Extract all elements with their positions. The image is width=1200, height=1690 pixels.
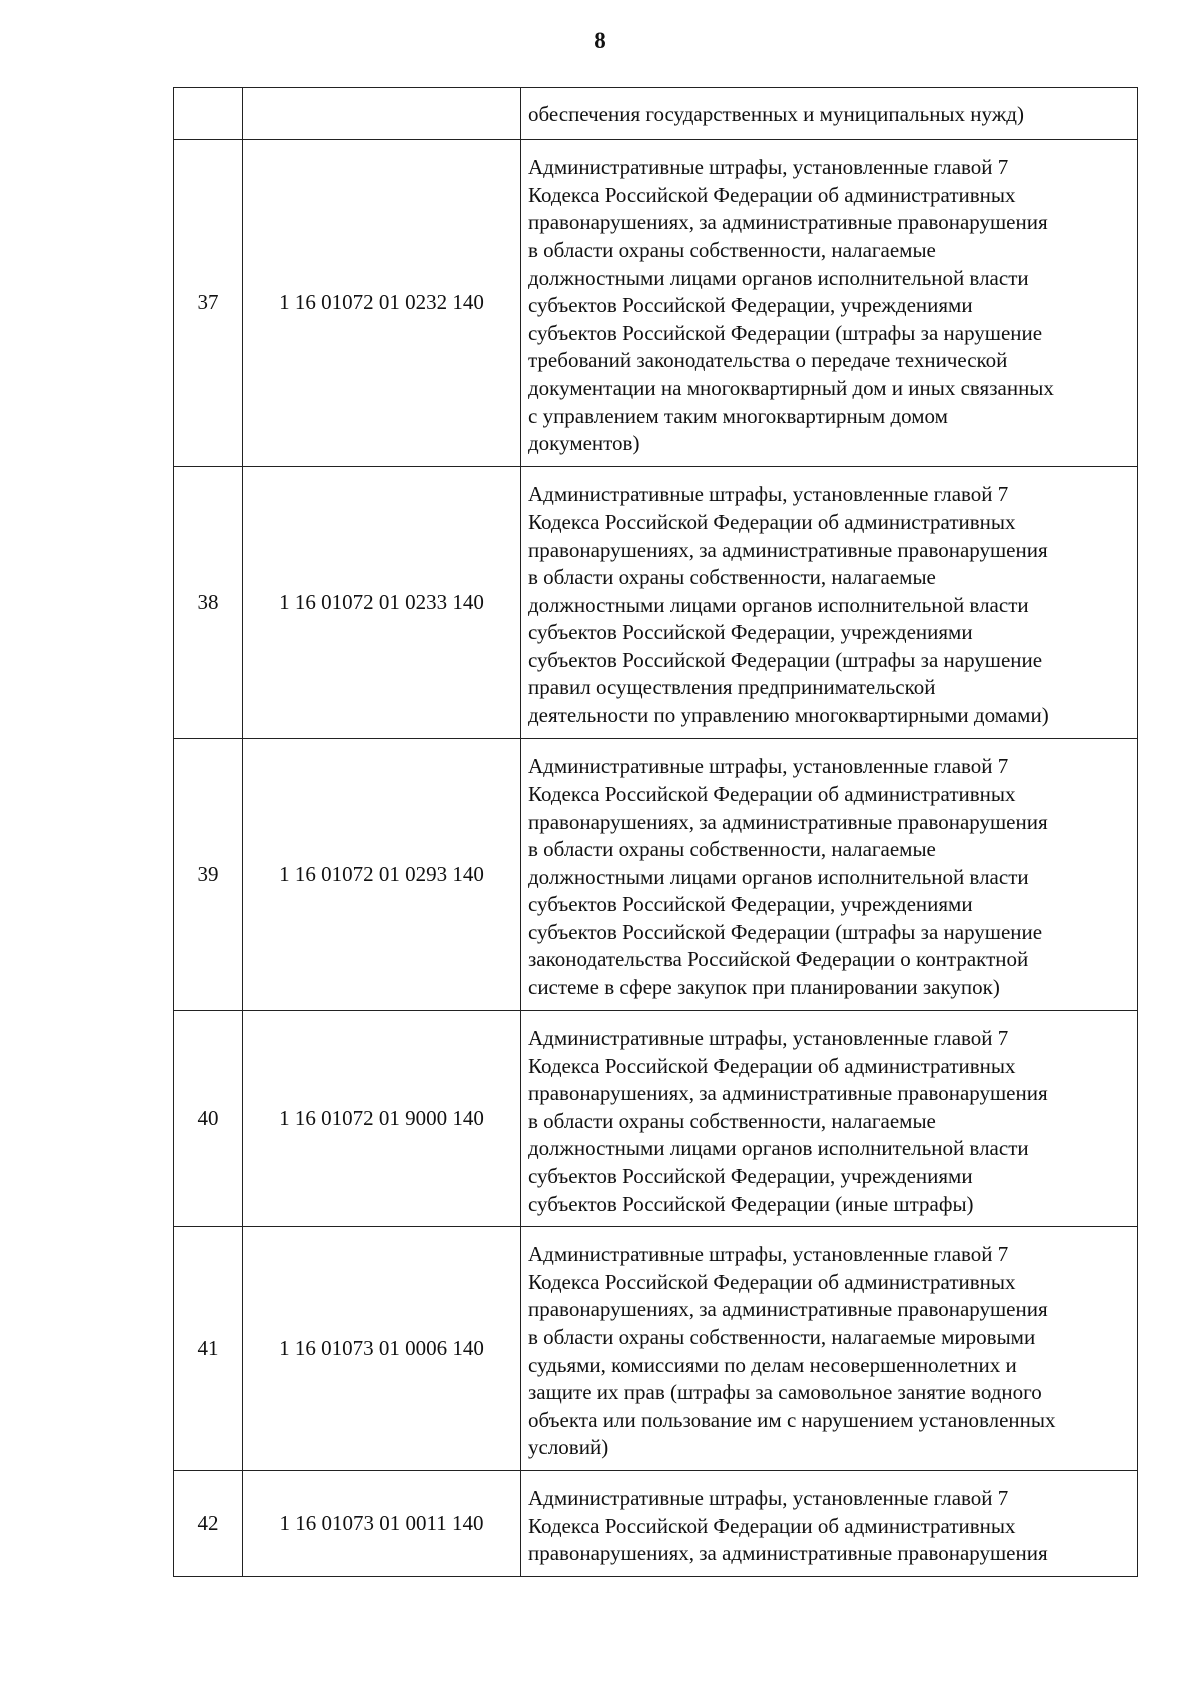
- row-number-cell: 40: [174, 1011, 243, 1227]
- description-line: субъектов Российской Федерации (штрафы за нарушение: [528, 647, 1043, 672]
- description-line: обеспечения государственных и муниципальных нужд): [528, 101, 1024, 126]
- table-row: [174, 1471, 1138, 1577]
- row-number-cell: [174, 88, 243, 140]
- description-line: субъектов Российской Федерации (иные штрафы): [528, 1191, 974, 1216]
- description-line: Административные штрафы, установленные главой 7: [528, 1242, 1009, 1267]
- description-line: объекта или пользование им с нарушением установленных: [528, 1407, 1056, 1432]
- description-cell: [521, 1011, 1138, 1227]
- description-line: Кодекса Российской Федерации об административных: [528, 509, 1016, 534]
- description-cell: [521, 140, 1138, 467]
- table-row: [174, 739, 1138, 1011]
- description-line: в области охраны собственности, налагаемые: [528, 565, 936, 590]
- budget-code-cell: 1 16 01072 01 0232 140: [243, 140, 521, 467]
- table-row-continuation: [174, 88, 1138, 140]
- budget-code-cell: 1 16 01072 01 0233 140: [243, 467, 521, 739]
- description-line: деятельности по управлению многоквартирными домами): [528, 703, 1049, 728]
- description-line: должностными лицами органов исполнительной власти: [528, 864, 1029, 889]
- description-line: правил осуществления предпринимательской: [528, 675, 936, 700]
- description-line: системе в сфере закупок при планировании закупок): [528, 975, 1000, 1000]
- row-number-cell: 39: [174, 739, 243, 1011]
- description-line: Административные штрафы, установленные главой 7: [528, 754, 1009, 779]
- description-line: Кодекса Российской Федерации об административных: [528, 781, 1016, 806]
- description-line: документов): [528, 431, 640, 456]
- description-cell: [521, 1227, 1138, 1471]
- description-line: правонарушениях, за административные правонарушения: [528, 537, 1048, 562]
- table-row: [174, 1227, 1138, 1471]
- description-line: защите их прав (штрафы за самовольное занятие водного: [528, 1380, 1042, 1405]
- table-body: [174, 88, 1138, 1577]
- row-number-cell: 37: [174, 140, 243, 467]
- description-line: должностными лицами органов исполнительной власти: [528, 592, 1029, 617]
- table-row: [174, 140, 1138, 467]
- description-line: с управлением таким многоквартирным домом: [528, 403, 948, 428]
- description-line: Кодекса Российской Федерации об административных: [528, 182, 1016, 207]
- description-line: Административные штрафы, установленные главой 7: [528, 1486, 1009, 1511]
- description-line: в области охраны собственности, налагаемые: [528, 837, 936, 862]
- description-cell: [521, 467, 1138, 739]
- description-line: субъектов Российской Федерации, учреждениями: [528, 293, 973, 318]
- description-line: субъектов Российской Федерации (штрафы за нарушение: [528, 919, 1043, 944]
- description-line: должностными лицами органов исполнительной власти: [528, 1136, 1029, 1161]
- budget-code-cell: 1 16 01073 01 0011 140: [243, 1471, 521, 1577]
- description-line: правонарушениях, за административные правонарушения: [528, 809, 1048, 834]
- table-row: [174, 1011, 1138, 1227]
- description-line: в области охраны собственности, налагаемые мировыми: [528, 1325, 1036, 1350]
- description-cell: [521, 1471, 1138, 1577]
- description-line: должностными лицами органов исполнительной власти: [528, 265, 1029, 290]
- description-line: в области охраны собственности, налагаемые: [528, 1108, 936, 1133]
- description-line: субъектов Российской Федерации, учреждениями: [528, 892, 973, 917]
- description-line: судьями, комиссиями по делам несовершеннолетних и: [528, 1352, 1017, 1377]
- row-number-cell: 41: [174, 1227, 243, 1471]
- budget-code-cell: 1 16 01072 01 9000 140: [243, 1011, 521, 1227]
- description-line: в области охраны собственности, налагаемые: [528, 238, 936, 263]
- description-line: условий): [528, 1435, 609, 1460]
- description-line: Административные штрафы, установленные главой 7: [528, 482, 1009, 507]
- description-cell: [521, 739, 1138, 1011]
- description-line: субъектов Российской Федерации (штрафы за нарушение: [528, 320, 1043, 345]
- description-line: Административные штрафы, установленные главой 7: [528, 155, 1009, 180]
- description-line: Кодекса Российской Федерации об административных: [528, 1269, 1016, 1294]
- budget-code-cell: 1 16 01072 01 0293 140: [243, 739, 521, 1011]
- description-line: субъектов Российской Федерации, учреждениями: [528, 620, 973, 645]
- description-line: правонарушениях, за административные правонарушения: [528, 1081, 1048, 1106]
- row-number-cell: 38: [174, 467, 243, 739]
- table-row: [174, 467, 1138, 739]
- description-line: Кодекса Российской Федерации об административных: [528, 1513, 1016, 1538]
- page-number: 8: [594, 28, 606, 53]
- budget-code-cell: [243, 88, 521, 140]
- description-line: Административные штрафы, установленные главой 7: [528, 1026, 1009, 1050]
- description-cell: [521, 88, 1138, 140]
- description-line: правонарушениях, за административные правонарушения: [528, 1541, 1048, 1566]
- description-line: законодательства Российской Федерации о контрактной: [528, 947, 1029, 972]
- description-line: Кодекса Российской Федерации об административных: [528, 1053, 1016, 1078]
- description-line: требований законодательства о передаче технической: [528, 348, 1008, 373]
- budget-code-cell: 1 16 01073 01 0006 140: [243, 1227, 521, 1471]
- description-line: субъектов Российской Федерации, учреждениями: [528, 1163, 973, 1188]
- description-line: правонарушениях, за административные правонарушения: [528, 1297, 1048, 1322]
- description-line: документации на многоквартирный дом и иных связанных: [528, 375, 1054, 400]
- description-line: правонарушениях, за административные правонарушения: [528, 210, 1048, 235]
- revenue-codes-table: [173, 87, 1138, 1577]
- row-number-cell: 42: [174, 1471, 243, 1577]
